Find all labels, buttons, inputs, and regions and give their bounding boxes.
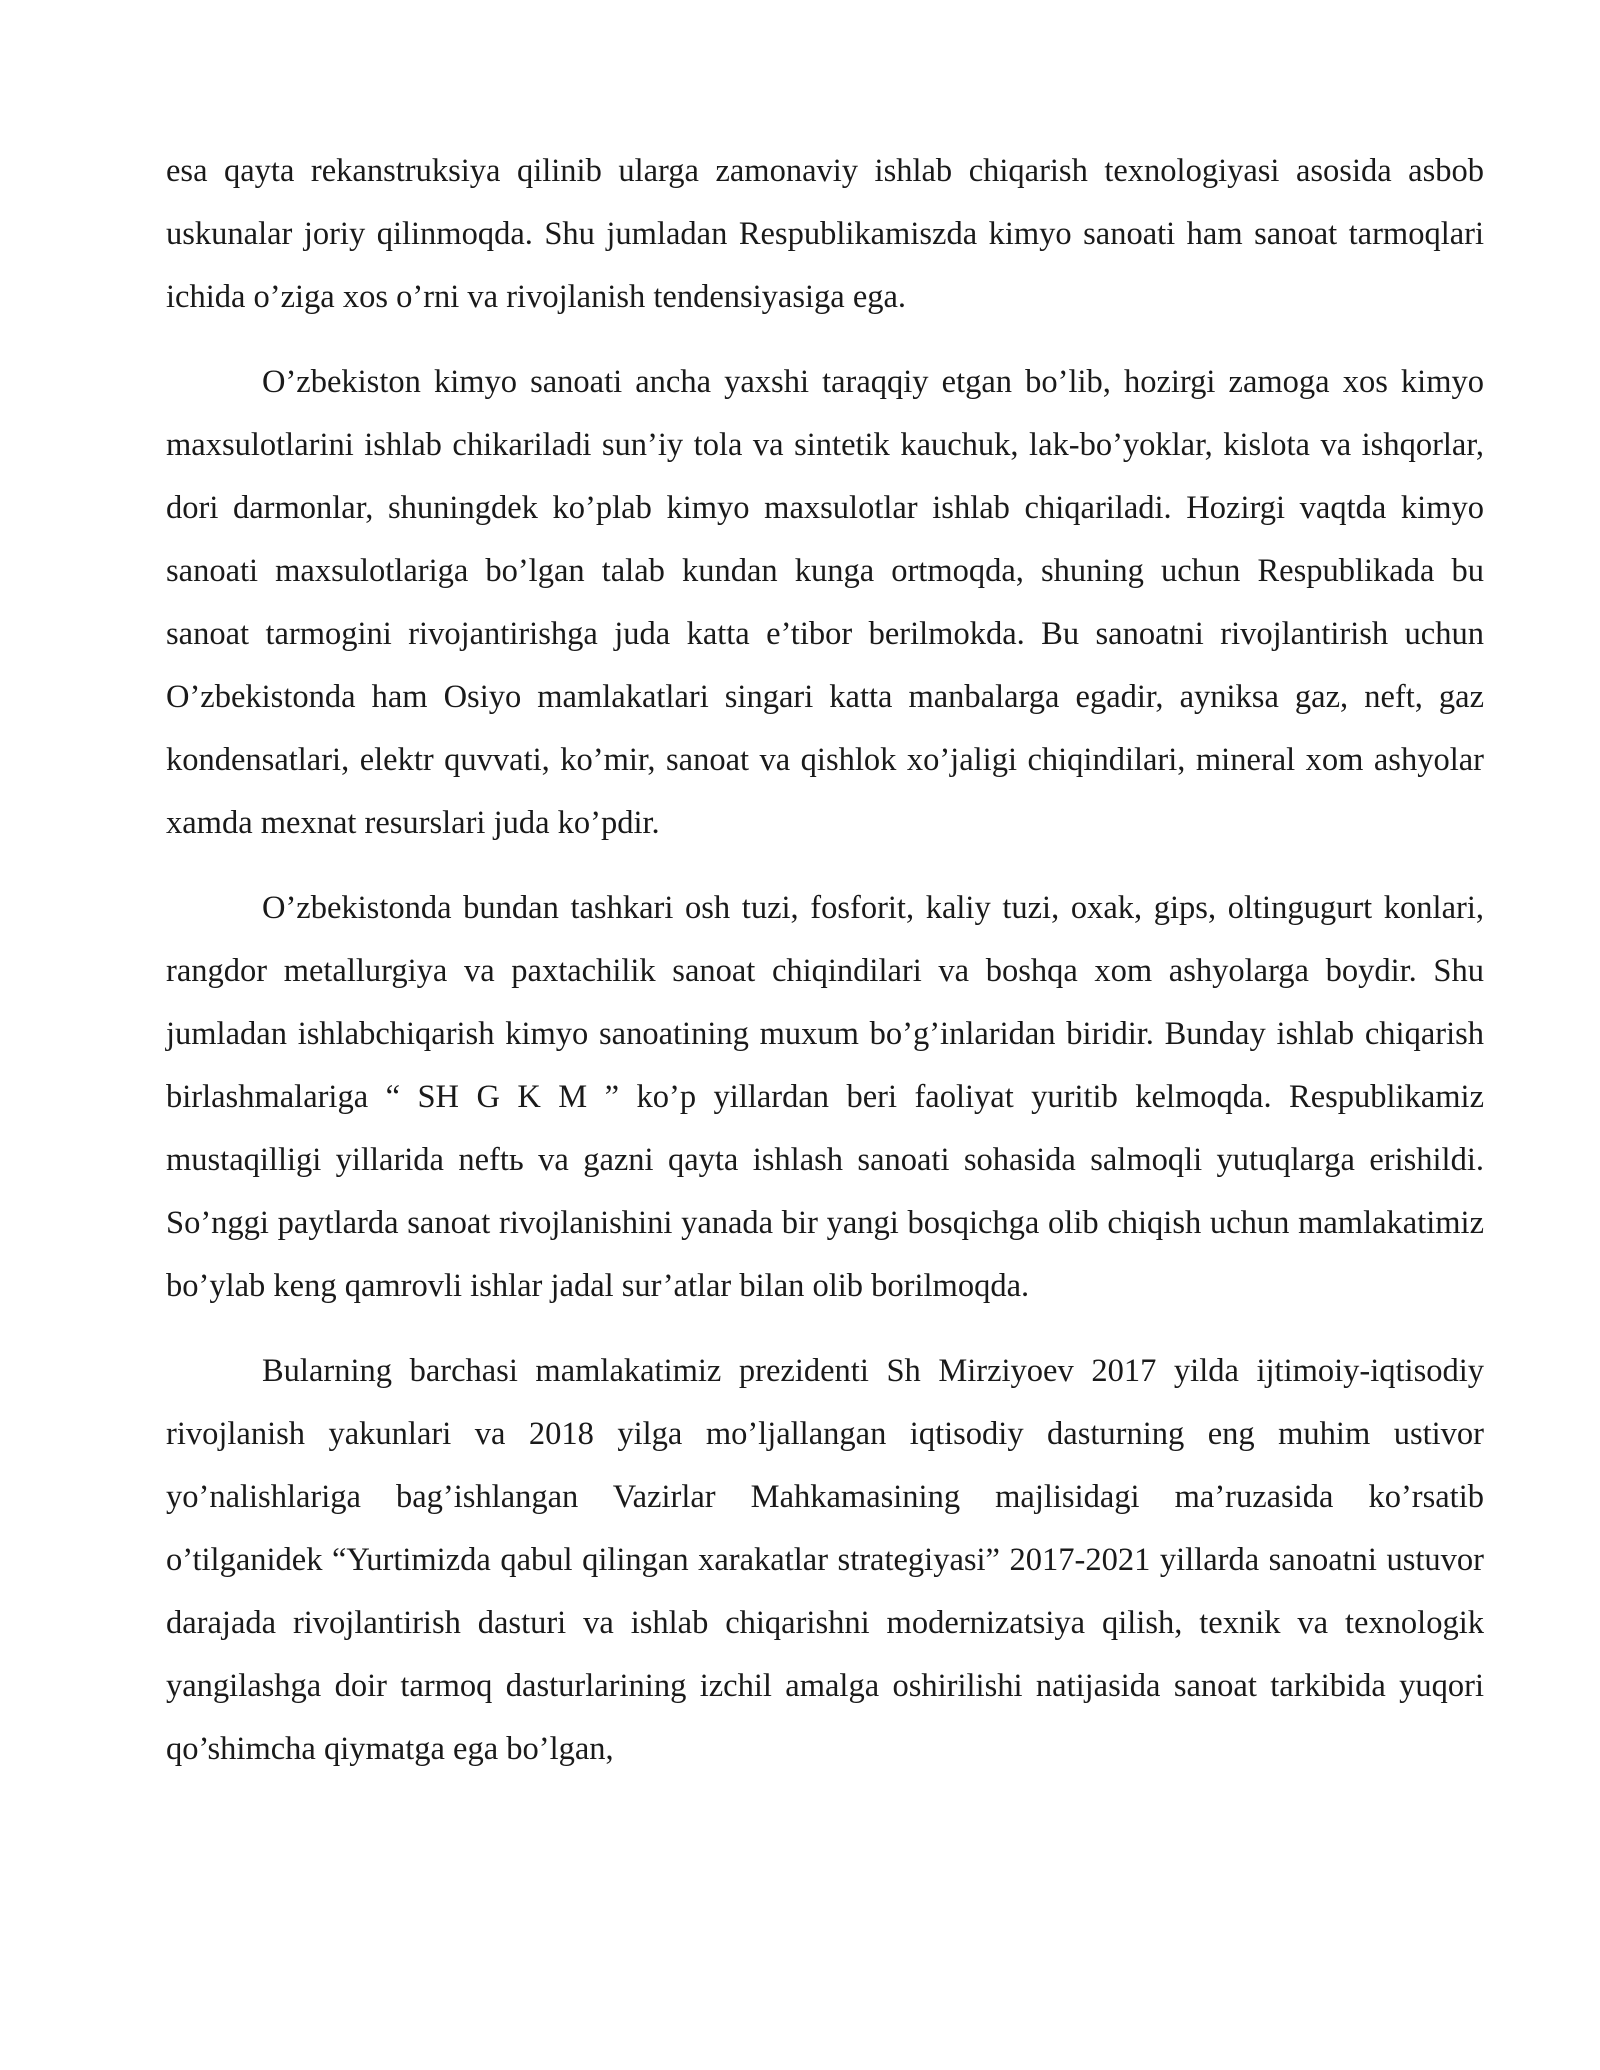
document-page [166,140,1484,1803]
paragraph-4: Bularning barchasi mamlakatimiz prezidenti Sh Mirziyoev 2017 yilda ijtimoiy-iqtisodiy rivojlanish yakunlari va 2018 yilga mo’ljallangan iqtisodiy dasturning eng muhim ustivor yo’nalishlariga bag’ishlangan Vazirlar Mahkamasining majlisidagi ma’ruzasida ko’rsatib o’tilganidek “Yurtimizda qabul qilingan xarakatlar strategiyasi” 2017-2021 yillarda sanoatni ustuvor darajada rivojlantirish dasturi va ishlab chiqarishni modernizatsiya qilish, texnik va texnologik yangilashga doir tarmoq dasturlarining izchil amalga oshirilishi natijasida sanoat tarkibida yuqori qo’shimcha qiymatga ega bo’lgan, [166,1353,1484,1767]
paragraph-3: O’zbekistonda bundan tashkari osh tuzi, fosforit, kaliy tuzi, oxak, gips, oltingugurt konlari, rangdor metallurgiya va paxtachilik sanoat chiqindilari va boshqa xom ashyolarga boydir. Shu jumladan ishlabchiqarish kimyo sanoatining muxum bo’g’inlaridan biridir. Bunday ishlab chiqarish birlashmalariga “ SH G K M ” ko’p yillardan beri faoliyat yuritib kelmoqda. Respublikamiz mustaqilligi yillarida neftь va gazni qayta ishlash sanoati sohasida salmoqli yutuqlarga erishildi. So’nggi paytlarda sanoat rivojlanishini yanada bir yangi bosqichga olib chiqish uchun mamlakatimiz bo’ylab keng qamrovli ishlar jadal sur’atlar bilan olib borilmoqda. [166,890,1484,1304]
paragraph-2: O’zbekiston kimyo sanoati ancha yaxshi taraqqiy etgan bo’lib, hozirgi zamoga xos kimyo maxsulotlarini ishlab chikariladi sun’iy tola va sintetik kauchuk, lak-bo’yoklar, kislota va ishqorlar, dori darmonlar, shuningdek ko’plab kimyo maxsulotlar ishlab chiqariladi. Hozirgi vaqtda kimyo sanoati maxsulotlariga bo’lgan talab kundan kunga ortmoqda, shuning uchun Respublikada bu sanoat tarmogini rivojantirishga juda katta e’tibor berilmokda. Bu sanoatni rivojlantirish uchun O’zbekistonda ham Osiyo mamlakatlari singari katta manbalarga egadir, ayniksa gaz, neft, gaz kondensatlari, elektr quvvati, ko’mir, sanoat va qishlok xo’jaligi chiqindilari, mineral xom ashyolar xamda mexnat resurslari juda ko’pdir. [166,364,1484,841]
paragraph-1: esa qayta rekanstruksiya qilinib ularga zamonaviy ishlab chiqarish texnologiyasi asosida asbob uskunalar joriy qilinmoqda. Shu jumladan Respublikamiszda kimyo sanoati ham sanoat tarmoqlari ichida o’ziga xos o’rni va rivojlanish tendensiyasiga ega. [166,153,1484,315]
